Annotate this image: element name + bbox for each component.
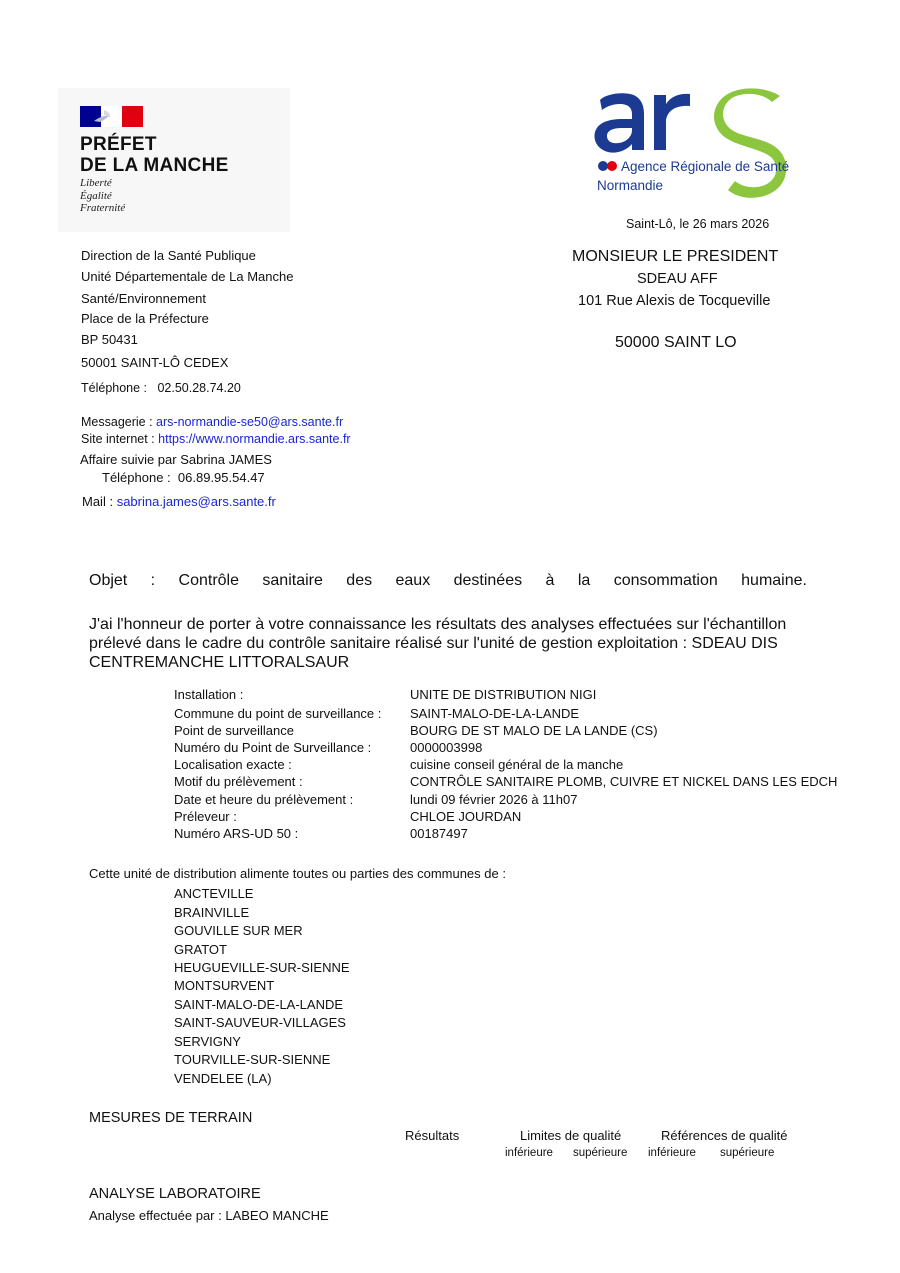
intro-line-2: prélevé dans le cadre du contrôle sanitaire réalisé sur l'unité de gestion exploitation : SDEAU DIS [89,635,778,652]
commune-item: SERVIGNY [174,1034,241,1049]
prefet-title-line2: DE LA MANCHE [80,155,229,176]
detail-value-point: BOURG DE ST MALO DE LA LANDE (CS) [410,723,658,738]
commune-item: GOUVILLE SUR MER [174,923,303,938]
detail-label-ars-number: Numéro ARS-UD 50 : [174,826,299,841]
detail-value-date: lundi 09 février 2026 à 11h07 [410,792,578,807]
commune-item: MONTSURVENT [174,978,275,993]
object-word: la [577,572,591,589]
commune-item: BRAINVILLE [174,905,250,920]
detail-label-motive: Motif du prélèvement : [174,774,303,789]
detail-label-point: Point de surveillance [174,723,294,738]
detail-value-installation: UNITE DE DISTRIBUTION NIGI [410,687,597,702]
marianne-flag-icon [80,106,143,127]
followed-phone-label: Téléphone : [102,470,171,485]
sub-reference-upper: supérieure [720,1147,775,1159]
col-quality-references: Références de qualité [661,1128,788,1143]
detail-label-installation: Installation : [174,687,244,702]
object-word: des [346,572,373,589]
sub-limit-lower: inférieure [505,1147,553,1159]
col-quality-limits: Limites de qualité [520,1128,622,1143]
commune-item: SAINT-MALO-DE-LA-LANDE [174,997,344,1012]
sender-city: 50001 SAINT-LÔ CEDEX [81,355,229,370]
followed-mail-label: Mail : [82,494,114,509]
detail-value-ars-number: 00187497 [410,826,468,841]
object-word: destinées [453,572,523,589]
field-measures-title: MESURES DE TERRAIN [89,1110,253,1126]
sender-service: Santé/Environnement [81,291,207,306]
detail-label-location: Localisation exacte : [174,757,292,772]
commune-item: GRATOT [174,942,227,957]
sender-phone: 02.50.28.74.20 [157,381,241,395]
followed-by: Affaire suivie par Sabrina JAMES [80,452,272,467]
object-word: consommation [613,572,718,589]
sender-phone-line [81,381,241,395]
followed-phone-line [102,470,265,485]
detail-value-sampler: CHLOE JOURDAN [410,809,522,824]
sub-limit-upper: supérieure [573,1147,628,1159]
detail-value-motive: CONTRÔLE SANITAIRE PLOMB, CUIVRE ET NICKEL DANS LES EDCH [410,774,838,789]
object-word: Contrôle [178,572,239,589]
sender-messaging-line [81,415,343,429]
detail-label-point-number: Numéro du Point de Surveillance : [174,740,372,755]
commune-item: SAINT-SAUVEUR-VILLAGES [174,1015,346,1030]
prefet-title [80,134,229,176]
col-results: Résultats [405,1128,460,1143]
recipient-company: SDEAU AFF [637,271,718,287]
object-word: : [150,572,156,589]
prefet-title-line1: PRÉFET [80,134,157,155]
followed-mail-link[interactable]: sabrina.james@ars.sante.fr [116,494,276,509]
lab-performed-by: Analyse effectuée par : LABEO MANCHE [89,1208,329,1223]
prefet-motto [80,177,125,215]
prefet-logo [58,88,290,232]
recipient-street: 101 Rue Alexis de Tocqueville [578,293,771,309]
sender-site-link[interactable]: https://www.normandie.ars.sante.fr [158,432,351,446]
ars-logo [592,88,802,216]
sender-unit: Unité Départementale de La Manche [81,269,294,284]
recipient-title: MONSIEUR LE PRESIDENT [572,248,779,265]
motto-fraternite: Fraternité [80,202,126,214]
motto-liberte: Liberté [80,177,112,189]
lab-analysis-title: ANALYSE LABORATOIRE [89,1186,261,1202]
followed-phone: 06.89.95.54.47 [177,470,265,485]
commune-item: TOURVILLE-SUR-SIENNE [174,1052,331,1067]
commune-item: VENDELEE (LA) [174,1071,272,1086]
object-word: eaux [395,572,431,589]
communes-intro: Cette unité de distribution alimente toutes ou parties des communes de : [89,866,506,881]
detail-value-commune: SAINT-MALO-DE-LA-LANDE [410,706,580,721]
sender-messaging-label: Messagerie : [81,415,153,429]
detail-value-point-number: 0000003998 [410,740,483,755]
ars-region-text: Normandie [597,178,664,193]
sub-reference-lower: inférieure [648,1147,696,1159]
recipient-city: 50000 SAINT LO [615,334,737,351]
object-word: Objet [89,572,128,589]
detail-label-commune: Commune du point de surveillance : [174,706,382,721]
ars-agency-text: Agence Régionale de Santé [621,159,790,174]
object-word: à [545,572,555,589]
sender-messaging-link[interactable]: ars-normandie-se50@ars.sante.fr [156,415,344,429]
object-line [89,572,807,590]
sender-site-line [81,432,351,446]
object-word: sanitaire [262,572,323,589]
sender-street: Place de la Préfecture [81,311,209,326]
object-word: humaine. [741,572,807,589]
followed-mail-line [82,494,276,509]
commune-item: HEUGUEVILLE-SUR-SIENNE [174,960,350,975]
detail-label-date: Date et heure du prélèvement : [174,792,354,807]
detail-value-location: cuisine conseil général de la manche [410,757,624,772]
commune-item: ANCTEVILLE [174,886,254,901]
motto-egalite: Égalité [80,189,112,202]
intro-line-3: CENTREMANCHE LITTORALSAUR [89,654,350,671]
sender-site-label: Site internet : [81,432,155,446]
sender-bp: BP 50431 [81,332,138,347]
sender-direction: Direction de la Santé Publique [81,248,256,263]
detail-label-sampler: Préleveur : [174,809,237,824]
letter-date: Saint-Lô, le 26 mars 2026 [626,217,770,231]
intro-line-1: J'ai l'honneur de porter à votre connaissance les résultats des analyses effectuées sur l'échantillon [89,616,787,633]
sender-phone-label: Téléphone : [81,381,148,395]
